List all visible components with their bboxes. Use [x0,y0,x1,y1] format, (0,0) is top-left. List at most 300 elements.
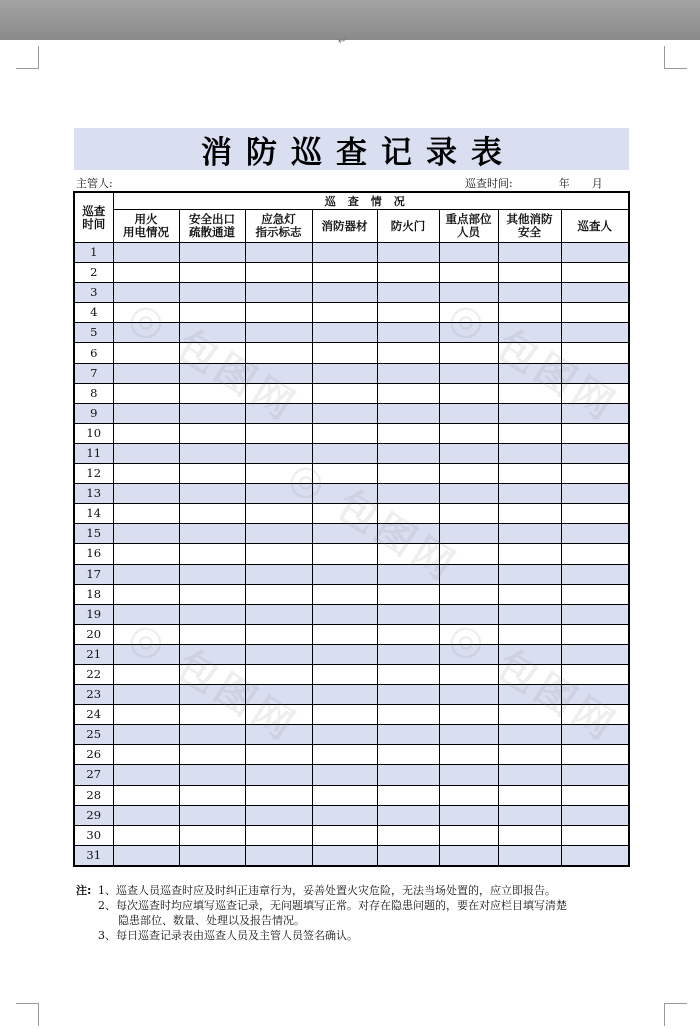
entry-cell[interactable] [113,464,179,484]
day-number: 7 [74,363,113,383]
entry-cell[interactable] [113,484,179,504]
day-number: 4 [74,303,113,323]
entry-cell[interactable] [179,664,245,684]
notes-label: 注: [76,884,92,897]
entry-cell[interactable] [377,644,439,664]
entry-cell[interactable] [179,725,245,745]
entry-cell[interactable] [312,624,377,644]
entry-cell[interactable] [498,504,561,524]
entry-cell[interactable] [377,745,439,765]
table-row [74,805,629,825]
day-number: 30 [74,825,113,845]
entry-cell[interactable] [179,303,245,323]
entry-cell[interactable] [179,745,245,765]
entry-cell[interactable] [179,403,245,423]
entry-cell[interactable] [312,484,377,504]
entry-cell[interactable] [179,845,245,866]
entry-cell[interactable] [179,263,245,283]
column-header: 防火门 [377,210,439,243]
entry-cell[interactable] [377,664,439,684]
entry-cell[interactable] [245,283,312,303]
entry-cell[interactable] [439,664,498,684]
day-number: 13 [74,484,113,504]
entry-cell[interactable] [245,323,312,343]
table-row [74,524,629,544]
entry-cell[interactable] [312,343,377,363]
entry-cell[interactable] [179,785,245,805]
entry-cell[interactable] [561,303,629,323]
entry-cell[interactable] [113,664,179,684]
entry-cell[interactable] [561,765,629,785]
entry-cell[interactable] [179,624,245,644]
entry-cell[interactable] [498,604,561,624]
entry-cell[interactable] [113,343,179,363]
entry-cell[interactable] [439,745,498,765]
entry-cell[interactable] [179,705,245,725]
entry-cell[interactable] [561,484,629,504]
entry-cell[interactable] [561,363,629,383]
entry-cell[interactable] [561,423,629,443]
entry-cell[interactable] [439,805,498,825]
day-number: 28 [74,785,113,805]
entry-cell[interactable] [113,423,179,443]
entry-cell[interactable] [312,805,377,825]
entry-cell[interactable] [439,343,498,363]
entry-cell[interactable] [312,765,377,785]
entry-cell[interactable] [377,383,439,403]
entry-cell[interactable] [245,564,312,584]
entry-cell[interactable] [179,765,245,785]
entry-cell[interactable] [439,785,498,805]
entry-cell[interactable] [439,604,498,624]
entry-cell[interactable] [377,283,439,303]
entry-cell[interactable] [498,303,561,323]
entry-cell[interactable] [113,443,179,463]
entry-cell[interactable] [312,584,377,604]
entry-cell[interactable] [498,805,561,825]
table-row [74,785,629,805]
entry-cell[interactable] [498,443,561,463]
entry-cell[interactable] [561,725,629,745]
entry-cell[interactable] [245,403,312,423]
entry-cell[interactable] [439,544,498,564]
table-row [74,303,629,323]
entry-cell[interactable] [498,464,561,484]
entry-cell[interactable] [179,564,245,584]
entry-cell[interactable] [439,564,498,584]
entry-cell[interactable] [245,263,312,283]
entry-cell[interactable] [312,845,377,866]
entry-cell[interactable] [561,624,629,644]
entry-cell[interactable] [312,644,377,664]
entry-cell[interactable] [439,383,498,403]
entry-cell[interactable] [561,745,629,765]
entry-cell[interactable] [179,423,245,443]
entry-cell[interactable] [439,303,498,323]
day-number: 9 [74,403,113,423]
entry-cell[interactable] [312,423,377,443]
entry-cell[interactable] [498,423,561,443]
entry-cell[interactable] [312,283,377,303]
entry-cell[interactable] [377,323,439,343]
entry-cell[interactable] [439,464,498,484]
entry-cell[interactable] [312,524,377,544]
day-number: 25 [74,725,113,745]
column-header: 安全出口 疏散通道 [179,210,245,243]
entry-cell[interactable] [179,604,245,624]
day-number: 18 [74,584,113,604]
entry-cell[interactable] [312,363,377,383]
entry-cell[interactable] [245,845,312,866]
day-number: 20 [74,624,113,644]
entry-cell[interactable] [113,745,179,765]
entry-cell[interactable] [312,464,377,484]
entry-cell[interactable] [312,303,377,323]
entry-cell[interactable] [113,825,179,845]
entry-cell[interactable] [377,805,439,825]
entry-cell[interactable] [439,283,498,303]
table-row [74,504,629,524]
entry-cell[interactable] [377,584,439,604]
table-row [74,584,629,604]
entry-cell[interactable] [245,243,312,263]
entry-cell[interactable] [179,243,245,263]
table-row [74,323,629,343]
entry-cell[interactable] [113,604,179,624]
entry-cell[interactable] [561,685,629,705]
entry-cell[interactable] [498,524,561,544]
entry-cell[interactable] [498,544,561,564]
entry-cell[interactable] [179,524,245,544]
entry-cell[interactable] [179,544,245,564]
note-item: 隐患部位、数量、处理以及报告情况。 [118,914,305,927]
day-number: 29 [74,805,113,825]
entry-cell[interactable] [113,303,179,323]
entry-cell[interactable] [113,403,179,423]
entry-cell[interactable] [498,825,561,845]
entry-cell[interactable] [561,383,629,403]
entry-cell[interactable] [113,243,179,263]
entry-cell[interactable] [312,604,377,624]
day-number: 15 [74,524,113,544]
entry-cell[interactable] [439,504,498,524]
entry-cell[interactable] [498,725,561,745]
entry-cell[interactable] [113,584,179,604]
entry-cell[interactable] [439,765,498,785]
entry-cell[interactable] [561,584,629,604]
entry-cell[interactable] [312,725,377,745]
entry-cell[interactable] [312,745,377,765]
entry-cell[interactable] [439,323,498,343]
entry-cell[interactable] [312,564,377,584]
table-row [74,343,629,363]
entry-cell[interactable] [245,524,312,544]
day-number: 26 [74,745,113,765]
entry-cell[interactable] [561,243,629,263]
table-row [74,423,629,443]
entry-cell[interactable] [245,363,312,383]
entry-cell[interactable] [498,845,561,866]
supervisor-field [76,175,113,191]
table-row [74,685,629,705]
entry-cell[interactable] [439,624,498,644]
entry-cell[interactable] [179,805,245,825]
entry-cell[interactable] [439,263,498,283]
entry-cell[interactable] [312,785,377,805]
entry-cell[interactable] [312,664,377,684]
entry-cell[interactable] [113,283,179,303]
day-number: 27 [74,765,113,785]
entry-cell[interactable] [439,644,498,664]
entry-cell[interactable] [561,544,629,564]
entry-cell[interactable] [113,504,179,524]
entry-cell[interactable] [439,825,498,845]
table-row [74,363,629,383]
entry-cell[interactable] [245,423,312,443]
entry-cell[interactable] [377,524,439,544]
entry-cell[interactable] [439,443,498,463]
entry-cell[interactable] [245,484,312,504]
entry-cell[interactable] [245,544,312,564]
entry-cell[interactable] [245,464,312,484]
entry-cell[interactable] [179,383,245,403]
entry-cell[interactable] [245,303,312,323]
entry-cell[interactable] [498,785,561,805]
entry-cell[interactable] [377,765,439,785]
entry-cell[interactable] [498,484,561,504]
entry-cell[interactable] [377,604,439,624]
entry-cell[interactable] [377,544,439,564]
entry-cell[interactable] [498,564,561,584]
entry-cell[interactable] [561,644,629,664]
entry-cell[interactable] [179,464,245,484]
entry-cell[interactable] [179,363,245,383]
table-row [74,484,629,504]
entry-cell[interactable] [377,685,439,705]
entry-cell[interactable] [561,805,629,825]
column-header: 消防器材 [312,210,377,243]
entry-cell[interactable] [245,785,312,805]
entry-cell[interactable] [179,484,245,504]
table-row [74,243,629,263]
entry-cell[interactable] [245,624,312,644]
day-number: 2 [74,263,113,283]
entry-cell[interactable] [113,644,179,664]
entry-cell[interactable] [561,524,629,544]
entry-cell[interactable] [113,564,179,584]
entry-cell[interactable] [179,584,245,604]
entry-cell[interactable] [561,464,629,484]
entry-cell[interactable] [498,664,561,684]
entry-cell[interactable] [113,383,179,403]
day-number: 21 [74,644,113,664]
entry-cell[interactable] [113,765,179,785]
entry-cell[interactable] [245,604,312,624]
day-number: 10 [74,423,113,443]
entry-cell[interactable] [245,805,312,825]
entry-cell[interactable] [113,805,179,825]
entry-cell[interactable] [377,263,439,283]
entry-cell[interactable] [113,263,179,283]
entry-cell[interactable] [377,705,439,725]
entry-cell[interactable] [312,825,377,845]
entry-cell[interactable] [312,403,377,423]
entry-cell[interactable] [561,504,629,524]
column-header: 其他消防 安全 [498,210,561,243]
entry-cell[interactable] [245,584,312,604]
entry-cell[interactable] [498,705,561,725]
entry-cell[interactable] [245,504,312,524]
entry-cell[interactable] [245,705,312,725]
entry-cell[interactable] [179,443,245,463]
entry-cell[interactable] [245,644,312,664]
entry-cell[interactable] [377,564,439,584]
entry-cell[interactable] [377,243,439,263]
entry-cell[interactable] [312,443,377,463]
entry-cell[interactable] [245,725,312,745]
day-number: 3 [74,283,113,303]
entry-cell[interactable] [377,443,439,463]
entry-cell[interactable] [312,685,377,705]
entry-cell[interactable] [561,825,629,845]
entry-cell[interactable] [377,484,439,504]
entry-cell[interactable] [245,383,312,403]
month-label: 月 [591,177,603,190]
entry-cell[interactable] [113,363,179,383]
entry-cell[interactable] [439,243,498,263]
entry-cell[interactable] [561,323,629,343]
page-corner-mark [16,46,39,69]
entry-cell[interactable] [113,725,179,745]
entry-cell[interactable] [113,785,179,805]
entry-cell[interactable] [561,283,629,303]
entry-cell[interactable] [179,504,245,524]
column-header: 用火 用电情况 [113,210,179,243]
entry-cell[interactable] [377,343,439,363]
entry-cell[interactable] [439,524,498,544]
entry-cell[interactable] [312,323,377,343]
supervisor-label: 主管人: [76,177,113,190]
entry-cell[interactable] [439,845,498,866]
entry-cell[interactable] [561,604,629,624]
entry-cell[interactable] [498,363,561,383]
entry-cell[interactable] [377,504,439,524]
entry-cell[interactable] [179,644,245,664]
entry-cell[interactable] [498,343,561,363]
entry-cell[interactable] [377,785,439,805]
entry-cell[interactable] [245,745,312,765]
entry-cell[interactable] [498,584,561,604]
day-number: 19 [74,604,113,624]
entry-cell[interactable] [312,544,377,564]
entry-cell[interactable] [113,705,179,725]
entry-cell[interactable] [179,323,245,343]
entry-cell[interactable] [561,263,629,283]
entry-cell[interactable] [377,464,439,484]
entry-cell[interactable] [498,383,561,403]
entry-cell[interactable] [245,343,312,363]
entry-cell[interactable] [312,504,377,524]
table-row [74,544,629,564]
entry-cell[interactable] [377,363,439,383]
entry-cell[interactable] [498,403,561,423]
entry-cell[interactable] [245,443,312,463]
entry-cell[interactable] [439,423,498,443]
entry-cell[interactable] [498,243,561,263]
entry-cell[interactable] [245,825,312,845]
entry-cell[interactable] [113,624,179,644]
note-item: 1、巡查人员巡查时应及时纠正违章行为，妥善处置火灾危险，无法当场处置的，应立即报告。 [98,884,556,897]
entry-cell[interactable] [561,443,629,463]
entry-cell[interactable] [377,624,439,644]
entry-cell[interactable] [179,343,245,363]
entry-cell[interactable] [312,383,377,403]
entry-cell[interactable] [561,705,629,725]
entry-cell[interactable] [498,765,561,785]
entry-cell[interactable] [439,584,498,604]
entry-cell[interactable] [113,323,179,343]
table-row [74,403,629,423]
entry-cell[interactable] [439,705,498,725]
entry-cell[interactable] [377,845,439,866]
entry-cell[interactable] [561,845,629,866]
entry-cell[interactable] [561,664,629,684]
entry-cell[interactable] [179,283,245,303]
entry-cell[interactable] [498,624,561,644]
entry-cell[interactable] [377,303,439,323]
table-row [74,443,629,463]
table-row [74,664,629,684]
entry-cell[interactable] [498,644,561,664]
entry-cell[interactable] [439,685,498,705]
entry-cell[interactable] [439,403,498,423]
entry-cell[interactable] [245,765,312,785]
entry-cell[interactable] [439,363,498,383]
entry-cell[interactable] [113,524,179,544]
entry-cell[interactable] [113,845,179,866]
entry-cell[interactable] [377,423,439,443]
column-header: 巡查人 [561,210,629,243]
entry-cell[interactable] [561,564,629,584]
entry-cell[interactable] [312,263,377,283]
page-title: 消防巡查记录表 [201,134,516,171]
entry-cell[interactable] [498,745,561,765]
table-row [74,283,629,303]
entry-cell[interactable] [561,403,629,423]
table-row [74,825,629,845]
entry-cell[interactable] [179,685,245,705]
entry-cell[interactable] [245,664,312,684]
entry-cell[interactable] [377,825,439,845]
table-row [74,644,629,664]
entry-cell[interactable] [561,343,629,363]
entry-cell[interactable] [312,705,377,725]
entry-cell[interactable] [439,484,498,504]
entry-cell[interactable] [245,685,312,705]
entry-cell[interactable] [312,243,377,263]
entry-cell[interactable] [377,403,439,423]
entry-cell[interactable] [498,685,561,705]
entry-cell[interactable] [179,825,245,845]
entry-cell[interactable] [113,544,179,564]
entry-cell[interactable] [561,785,629,805]
entry-cell[interactable] [498,263,561,283]
entry-cell[interactable] [377,725,439,745]
entry-cell[interactable] [498,283,561,303]
entry-cell[interactable] [498,323,561,343]
entry-cell[interactable] [113,685,179,705]
entry-cell[interactable] [439,725,498,745]
